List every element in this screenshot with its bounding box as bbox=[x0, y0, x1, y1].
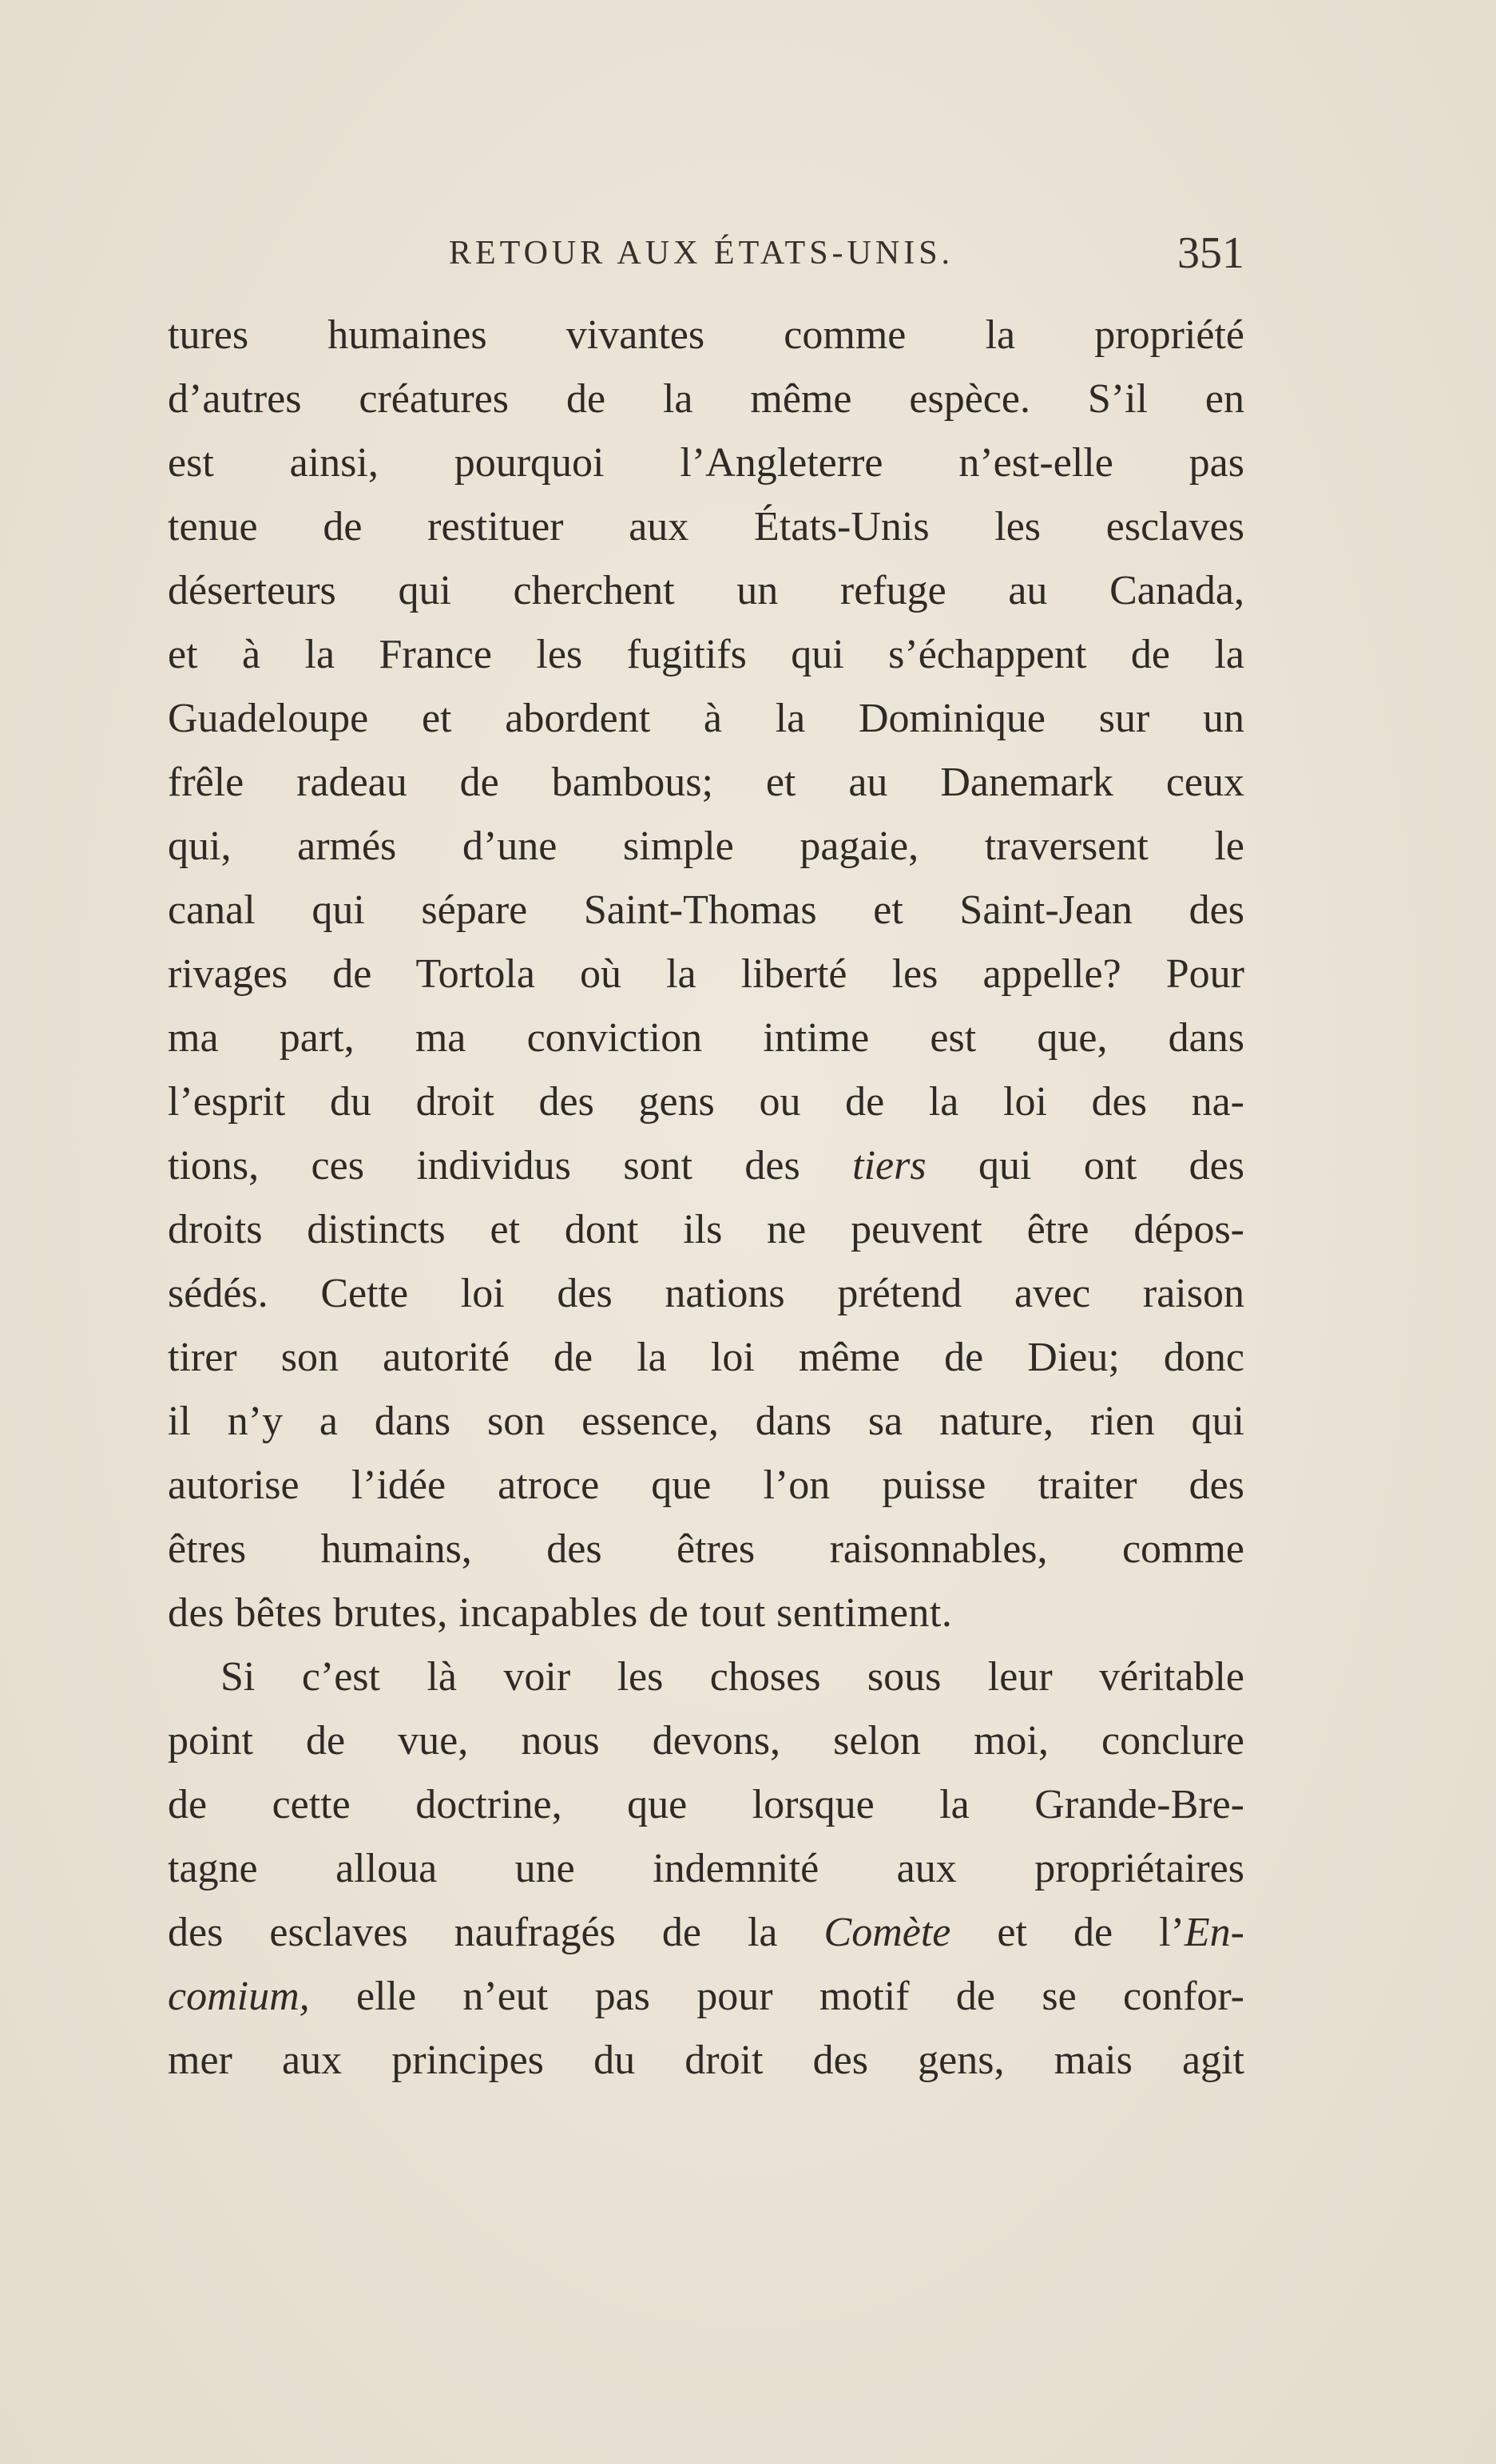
text-line: sédés. Cette loi des nations prétend avec raison bbox=[168, 1271, 1244, 1316]
text-line: rivages de Tortola où la liberté les appelle? Pour bbox=[168, 951, 1244, 997]
italic-title: comium, bbox=[168, 1974, 310, 2019]
italic-title: En- bbox=[1184, 1910, 1244, 1955]
page-number: 351 bbox=[1177, 228, 1244, 278]
italic-title: Comète bbox=[823, 1910, 951, 1955]
text-run: elle n’eut pas pour motif de se confor- bbox=[309, 1974, 1244, 2019]
text-line: des bêtes brutes, incapables de tout sentiment. bbox=[168, 1590, 953, 1636]
text-run: des esclaves naufragés de la bbox=[168, 1910, 824, 1955]
page-header bbox=[168, 228, 1244, 284]
text-line: l’esprit du droit des gens ou de la loi des na- bbox=[168, 1079, 1244, 1125]
text-run: qui ont des bbox=[926, 1143, 1244, 1188]
running-head: RETOUR AUX ÉTATS-UNIS. bbox=[449, 235, 954, 272]
text-line: êtres humains, des êtres raisonnables, comme bbox=[168, 1526, 1244, 1572]
text-line: autorise l’idée atroce que l’on puisse traiter des bbox=[168, 1462, 1244, 1508]
text-line: tirer son autorité de la loi même de Dieu; donc bbox=[168, 1335, 1244, 1380]
text-line-with-italic bbox=[168, 1965, 1244, 2029]
text-line: ma part, ma conviction intime est que, dans bbox=[168, 1015, 1244, 1061]
text-run: et de l’ bbox=[950, 1910, 1184, 1955]
text-line: frêle radeau de bambous; et au Danemark ceux bbox=[168, 760, 1244, 805]
body-text bbox=[168, 304, 1244, 2093]
text-line: Si c’est là voir les choses sous leur véritable bbox=[220, 1654, 1244, 1700]
text-line: Guadeloupe et abordent à la Dominique sur un bbox=[168, 696, 1244, 741]
text-line: tures humaines vivantes comme la propriété bbox=[168, 312, 1244, 358]
text-line: déserteurs qui cherchent un refuge au Canada, bbox=[168, 568, 1244, 613]
text-line: mer aux principes du droit des gens, mais agit bbox=[168, 2037, 1244, 2083]
text-line: tenue de restituer aux États-Unis les esclaves bbox=[168, 504, 1244, 550]
italic-term: tiers bbox=[852, 1143, 927, 1188]
text-line: il n’y a dans son essence, dans sa nature, rien qui bbox=[168, 1399, 1244, 1444]
text-line: tagne alloua une indemnité aux propriétaires bbox=[168, 1846, 1244, 1891]
text-line-with-italic bbox=[168, 1134, 1244, 1198]
text-line: est ainsi, pourquoi l’Angleterre n’est-elle pas bbox=[168, 440, 1244, 486]
text-run: tions, ces individus sont des bbox=[168, 1143, 853, 1188]
text-line: droits distincts et dont ils ne peuvent être dépos- bbox=[168, 1207, 1244, 1252]
text-line: canal qui sépare Saint-Thomas et Saint-Jean des bbox=[168, 887, 1244, 933]
text-line: point de vue, nous devons, selon moi, conclure bbox=[168, 1718, 1244, 1764]
text-line: et à la France les fugitifs qui s’échappent de la bbox=[168, 632, 1244, 677]
text-line: qui, armés d’une simple pagaie, traversent le bbox=[168, 823, 1244, 869]
text-line: d’autres créatures de la même espèce. S’il en bbox=[168, 376, 1244, 422]
text-line: de cette doctrine, que lorsque la Grande-Bre- bbox=[168, 1782, 1244, 1827]
text-line-with-italic bbox=[168, 1901, 1244, 1965]
